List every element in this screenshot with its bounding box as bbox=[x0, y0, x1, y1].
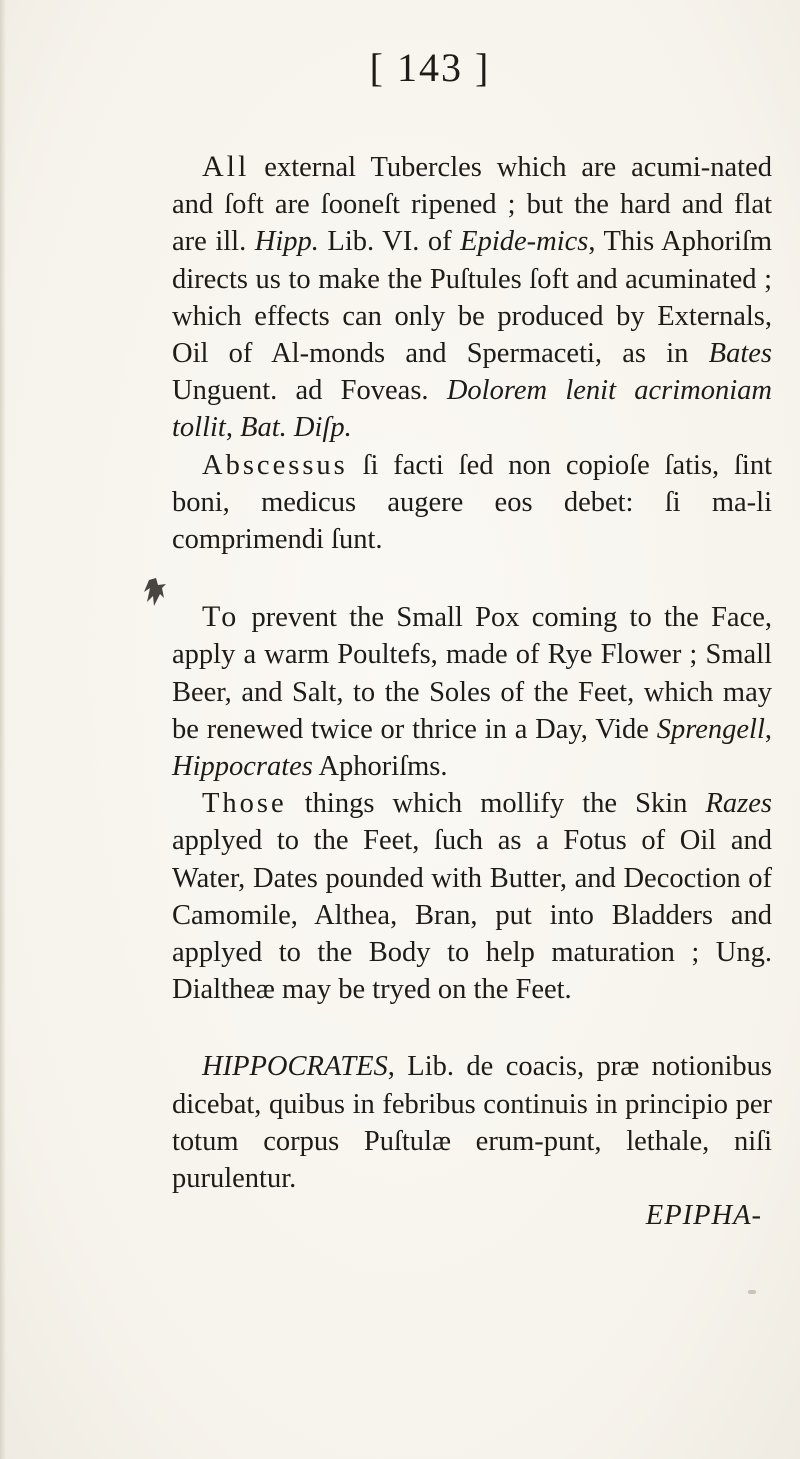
paragraph-text: things which mollify the Skin bbox=[286, 788, 706, 820]
citation: Bates bbox=[708, 338, 772, 370]
paragraph-mollify bbox=[172, 785, 772, 1008]
paragraph-text: Unguent. ad Foveas. bbox=[172, 375, 447, 407]
paragraph-text: Lib. VI. of bbox=[318, 226, 461, 258]
paragraph-text: , Lib. de coacis, præ notionibus dicebat, quibus in febribus continuis in principio per totum corpus Puſtulæ erum-punt, lethale, niſi purulentur. bbox=[172, 1051, 772, 1195]
citation: Sprengell bbox=[656, 713, 765, 745]
citation: Epide-mics bbox=[460, 226, 589, 258]
citation: Hippocrates bbox=[172, 751, 313, 783]
paragraph-tubercles bbox=[172, 148, 772, 447]
paragraph-lead: To bbox=[202, 600, 240, 634]
catchword: EPIPHA- bbox=[645, 1200, 762, 1232]
manicule-margin-mark bbox=[140, 576, 170, 610]
citation: Bat. Diſp. bbox=[240, 412, 352, 444]
page-number: [ 143 ] bbox=[369, 45, 491, 90]
paragraph-lead: Those bbox=[202, 788, 287, 820]
paragraph-small-pox bbox=[172, 598, 772, 785]
paragraph-text: external Tubercles which are acumi-nated and ſoft are ſooneſt ripened ; but the hard and flat are ill. bbox=[172, 152, 772, 258]
paragraph-lead: HIPPOCRATES bbox=[202, 1051, 388, 1083]
paragraph-text: Aphoriſms. bbox=[312, 751, 448, 783]
paragraph-text: , bbox=[764, 713, 772, 745]
paragraph-text: prevent the Small Pox coming to the Face, apply a warm Poultefs, made of Rye Flower ; Small Beer, and Salt, to the Soles of the Feet, which may be renewed twice or thrice in a Day, Vide bbox=[172, 602, 772, 745]
paragraph-text: , bbox=[225, 412, 241, 444]
page-blemish bbox=[748, 1290, 756, 1294]
paragraph-text: , This Aphoriſm directs us to make the Puſtules ſoft and acuminated ; which effects can only be produced by Externals, Oil of Al-monds and Spermaceti, as in bbox=[172, 226, 772, 370]
paragraph-abscessus bbox=[172, 447, 772, 559]
paragraph-lead: Abscessus bbox=[202, 449, 348, 481]
latin-quote: Dolorem lenit acrimoniam tollit bbox=[172, 375, 772, 444]
paragraph-hippocrates bbox=[172, 1048, 772, 1197]
citation: Hipp. bbox=[254, 226, 319, 258]
paragraph-text: applyed to the Feet, ſuch as a Fotus of Oil and Water, Dates pounded with Butter, and Decoction of Camomile, Althea, Bran, put into Bladders and applyed to the Body to help maturation ; Ung. Dialtheæ may be tryed on the Feet. bbox=[172, 825, 772, 1006]
paragraph-lead: All bbox=[202, 150, 250, 183]
citation: Razes bbox=[705, 788, 772, 820]
paragraph-text: ſi facti ſed non copioſe ſatis, ſint boni, medicus augere eos debet: ſi ma-li comprimendi ſunt. bbox=[172, 449, 772, 556]
body-text bbox=[172, 148, 772, 1234]
page-gutter-shadow bbox=[0, 0, 6, 1459]
